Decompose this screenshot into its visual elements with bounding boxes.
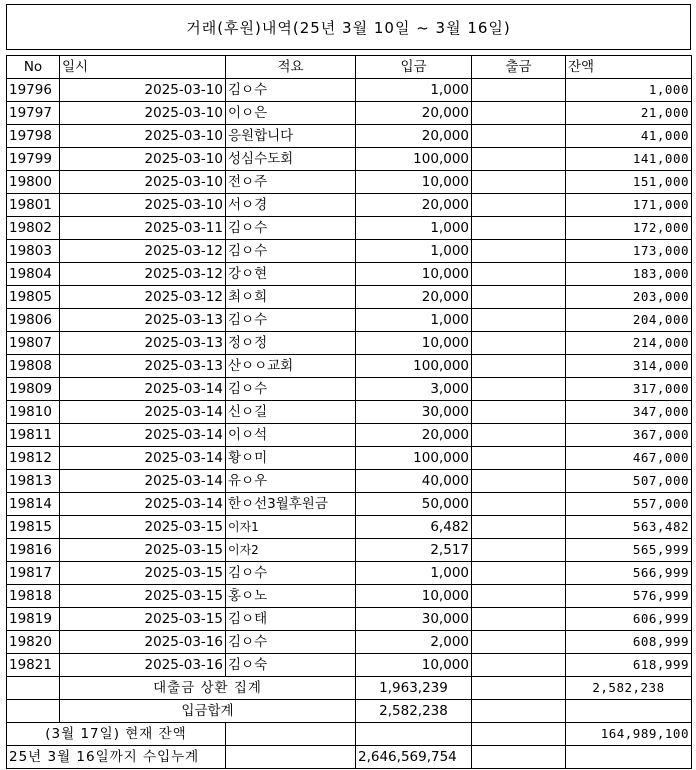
cell-in: 20,000 — [356, 424, 472, 447]
table-row — [7, 447, 692, 470]
cell-balance: 317,000 — [566, 378, 692, 401]
cell-date: 2025-03-10 — [60, 79, 226, 102]
deposit-total-value: 2,582,238 — [356, 700, 472, 723]
cell-desc: 김ㅇ수 — [226, 562, 356, 585]
cell-no: 19819 — [7, 608, 60, 631]
cell-desc: 김ㅇ수 — [226, 217, 356, 240]
table-row — [7, 608, 692, 631]
cell-balance: 507,000 — [566, 470, 692, 493]
cell-balance: 576,999 — [566, 585, 692, 608]
cell-no: 19809 — [7, 378, 60, 401]
cell-desc: 김ㅇ태 — [226, 608, 356, 631]
sheet-title: 거래(후원)내역(25년 3월 10일 ~ 3월 16일) — [6, 4, 691, 50]
cell-in: 2,517 — [356, 539, 472, 562]
cell-in: 30,000 — [356, 401, 472, 424]
table-row — [7, 102, 692, 125]
cell-out — [472, 194, 566, 217]
cell-in: 1,000 — [356, 217, 472, 240]
table-row — [7, 286, 692, 309]
cell-desc: 서ㅇ경 — [226, 194, 356, 217]
cell-no: 19816 — [7, 539, 60, 562]
cell-date: 2025-03-13 — [60, 309, 226, 332]
cell-balance: 618,999 — [566, 654, 692, 677]
table-row — [7, 171, 692, 194]
cell-in: 10,000 — [356, 332, 472, 355]
cell-balance: 557,000 — [566, 493, 692, 516]
cell-in: 20,000 — [356, 102, 472, 125]
table-row — [7, 79, 692, 102]
cell-in: 10,000 — [356, 654, 472, 677]
cell-desc: 홍ㅇ노 — [226, 585, 356, 608]
cell-date: 2025-03-14 — [60, 493, 226, 516]
cell-no: 19811 — [7, 424, 60, 447]
cell-no: 19817 — [7, 562, 60, 585]
cell-desc: 정ㅇ정 — [226, 332, 356, 355]
cell-date: 2025-03-12 — [60, 240, 226, 263]
cell-date: 2025-03-13 — [60, 355, 226, 378]
table-row — [7, 493, 692, 516]
cell-out — [472, 539, 566, 562]
table-row — [7, 125, 692, 148]
cell-in: 10,000 — [356, 263, 472, 286]
cell-balance: 1,000 — [566, 79, 692, 102]
cell-no: 19802 — [7, 217, 60, 240]
cell-desc: 산ㅇㅇ교회 — [226, 355, 356, 378]
cell-out — [472, 470, 566, 493]
cell-desc: 전ㅇ주 — [226, 171, 356, 194]
cell-date: 2025-03-15 — [60, 562, 226, 585]
cell-date: 2025-03-14 — [60, 424, 226, 447]
cell-date: 2025-03-10 — [60, 194, 226, 217]
cell-desc: 이자2 — [226, 539, 356, 562]
cell-balance: 565,999 — [566, 539, 692, 562]
cell-balance: 367,000 — [566, 424, 692, 447]
table-row — [7, 516, 692, 539]
cell-in: 1,000 — [356, 79, 472, 102]
cell-desc: 이ㅇ석 — [226, 424, 356, 447]
cell-desc: 신ㅇ길 — [226, 401, 356, 424]
cell-balance: 608,999 — [566, 631, 692, 654]
loan-summary-balance: 2,582,238 — [566, 677, 692, 700]
cell-date: 2025-03-14 — [60, 447, 226, 470]
cell-desc: 최ㅇ희 — [226, 286, 356, 309]
cell-desc: 김ㅇ수 — [226, 79, 356, 102]
loan-summary-row — [7, 677, 692, 700]
cell-desc: 김ㅇ수 — [226, 378, 356, 401]
cell-in: 100,000 — [356, 447, 472, 470]
cell-balance: 347,000 — [566, 401, 692, 424]
cumulative-row — [7, 746, 692, 769]
table-row — [7, 585, 692, 608]
cell-date: 2025-03-12 — [60, 286, 226, 309]
cell-in: 1,000 — [356, 309, 472, 332]
cell-in: 20,000 — [356, 286, 472, 309]
header-in: 입금 — [356, 56, 472, 79]
cell-out — [472, 424, 566, 447]
cell-out — [472, 608, 566, 631]
cell-date: 2025-03-14 — [60, 378, 226, 401]
cell-out — [472, 562, 566, 585]
cell-no: 19801 — [7, 194, 60, 217]
summary-section — [7, 677, 692, 769]
cell-in: 100,000 — [356, 355, 472, 378]
table-row — [7, 539, 692, 562]
cell-desc: 황ㅇ미 — [226, 447, 356, 470]
table-row — [7, 309, 692, 332]
cell-out — [472, 654, 566, 677]
cell-in: 30,000 — [356, 608, 472, 631]
cell-desc: 김ㅇ수 — [226, 309, 356, 332]
cell-desc: 성심수도회 — [226, 148, 356, 171]
cell-no: 19804 — [7, 263, 60, 286]
cell-balance: 467,000 — [566, 447, 692, 470]
cell-out — [472, 171, 566, 194]
cell-desc: 이자1 — [226, 516, 356, 539]
cell-desc: 강ㅇ현 — [226, 263, 356, 286]
cell-balance: 204,000 — [566, 309, 692, 332]
cell-out — [472, 263, 566, 286]
loan-summary-in: 1,963,239 — [356, 677, 472, 700]
cell-desc: 김ㅇ숙 — [226, 654, 356, 677]
cell-desc: 김ㅇ수 — [226, 631, 356, 654]
cell-no: 19799 — [7, 148, 60, 171]
cell-date: 2025-03-16 — [60, 631, 226, 654]
cell-date: 2025-03-15 — [60, 608, 226, 631]
cell-balance: 203,000 — [566, 286, 692, 309]
deposit-total-row — [7, 700, 692, 723]
cell-date: 2025-03-11 — [60, 217, 226, 240]
cell-no: 19814 — [7, 493, 60, 516]
ledger-table — [6, 55, 692, 769]
current-balance-row — [7, 723, 692, 746]
cell-no: 19820 — [7, 631, 60, 654]
table-row — [7, 378, 692, 401]
cell-no: 19800 — [7, 171, 60, 194]
header-out: 출금 — [472, 56, 566, 79]
table-row — [7, 148, 692, 171]
cell-balance: 563,482 — [566, 516, 692, 539]
loan-summary-label: 대출금 상환 집계 — [60, 677, 356, 700]
table-row — [7, 217, 692, 240]
cell-date: 2025-03-15 — [60, 539, 226, 562]
cell-no: 19813 — [7, 470, 60, 493]
cell-balance: 566,999 — [566, 562, 692, 585]
cell-date: 2025-03-10 — [60, 125, 226, 148]
cell-date: 2025-03-16 — [60, 654, 226, 677]
cell-no: 19818 — [7, 585, 60, 608]
cell-out — [472, 79, 566, 102]
table-row — [7, 562, 692, 585]
cell-no: 19808 — [7, 355, 60, 378]
cell-no: 19797 — [7, 102, 60, 125]
cell-no: 19815 — [7, 516, 60, 539]
table-row — [7, 470, 692, 493]
cell-balance: 172,000 — [566, 217, 692, 240]
cell-out — [472, 332, 566, 355]
cell-out — [472, 447, 566, 470]
cell-date: 2025-03-13 — [60, 332, 226, 355]
cell-no: 19821 — [7, 654, 60, 677]
cell-date: 2025-03-15 — [60, 516, 226, 539]
cell-out — [472, 516, 566, 539]
cell-no: 19806 — [7, 309, 60, 332]
table-row — [7, 263, 692, 286]
cell-no: 19810 — [7, 401, 60, 424]
table-row — [7, 240, 692, 263]
cell-no: 19807 — [7, 332, 60, 355]
table-row — [7, 424, 692, 447]
cell-out — [472, 148, 566, 171]
cell-no: 19796 — [7, 79, 60, 102]
cell-balance: 141,000 — [566, 148, 692, 171]
table-row — [7, 194, 692, 217]
cell-no: 19798 — [7, 125, 60, 148]
cell-out — [472, 355, 566, 378]
current-balance-value: 164,989,100 — [566, 723, 692, 746]
cell-no: 19803 — [7, 240, 60, 263]
header-row — [7, 56, 692, 79]
table-row — [7, 332, 692, 355]
cell-in: 20,000 — [356, 125, 472, 148]
cumulative-label: 25년 3월 16일까지 수입누계 — [7, 746, 226, 769]
cell-date: 2025-03-10 — [60, 102, 226, 125]
cell-in: 10,000 — [356, 171, 472, 194]
cumulative-value: 2,646,569,754 — [356, 746, 472, 769]
cell-out — [472, 217, 566, 240]
header-desc: 적요 — [226, 56, 356, 79]
cell-date: 2025-03-14 — [60, 470, 226, 493]
cell-balance: 314,000 — [566, 355, 692, 378]
cell-in: 6,482 — [356, 516, 472, 539]
cell-in: 2,000 — [356, 631, 472, 654]
cell-out — [472, 125, 566, 148]
header-date: 일시 — [60, 56, 226, 79]
cell-balance: 173,000 — [566, 240, 692, 263]
cell-balance: 606,999 — [566, 608, 692, 631]
cell-in: 1,000 — [356, 562, 472, 585]
cell-out — [472, 401, 566, 424]
cell-in: 3,000 — [356, 378, 472, 401]
cell-balance: 183,000 — [566, 263, 692, 286]
deposit-total-label: 입금합계 — [60, 700, 356, 723]
cell-out — [472, 309, 566, 332]
cell-desc: 응원합니다 — [226, 125, 356, 148]
cell-in: 100,000 — [356, 148, 472, 171]
cell-no: 19812 — [7, 447, 60, 470]
cell-desc: 한ㅇ선3월후원금 — [226, 493, 356, 516]
cell-no: 19805 — [7, 286, 60, 309]
cell-date: 2025-03-14 — [60, 401, 226, 424]
cell-in: 20,000 — [356, 194, 472, 217]
cell-desc: 이ㅇ은 — [226, 102, 356, 125]
table-row — [7, 401, 692, 424]
cell-date: 2025-03-12 — [60, 263, 226, 286]
cell-in: 50,000 — [356, 493, 472, 516]
table-row — [7, 631, 692, 654]
cell-in: 10,000 — [356, 585, 472, 608]
cell-out — [472, 240, 566, 263]
header-no: No — [7, 56, 60, 79]
cell-date: 2025-03-10 — [60, 171, 226, 194]
cell-out — [472, 286, 566, 309]
cell-date: 2025-03-10 — [60, 148, 226, 171]
table-row — [7, 654, 692, 677]
cell-desc: 유ㅇ우 — [226, 470, 356, 493]
cell-balance: 41,000 — [566, 125, 692, 148]
cell-out — [472, 378, 566, 401]
cell-balance: 21,000 — [566, 102, 692, 125]
header-balance: 잔액 — [566, 56, 692, 79]
cell-in: 40,000 — [356, 470, 472, 493]
cell-balance: 171,000 — [566, 194, 692, 217]
cell-desc: 김ㅇ수 — [226, 240, 356, 263]
current-balance-label: (3월 17일) 현재 잔액 — [7, 723, 226, 746]
cell-out — [472, 631, 566, 654]
cell-balance: 151,000 — [566, 171, 692, 194]
cell-out — [472, 585, 566, 608]
cell-out — [472, 493, 566, 516]
cell-date: 2025-03-15 — [60, 585, 226, 608]
table-row — [7, 355, 692, 378]
cell-out — [472, 102, 566, 125]
cell-in: 1,000 — [356, 240, 472, 263]
cell-balance: 214,000 — [566, 332, 692, 355]
